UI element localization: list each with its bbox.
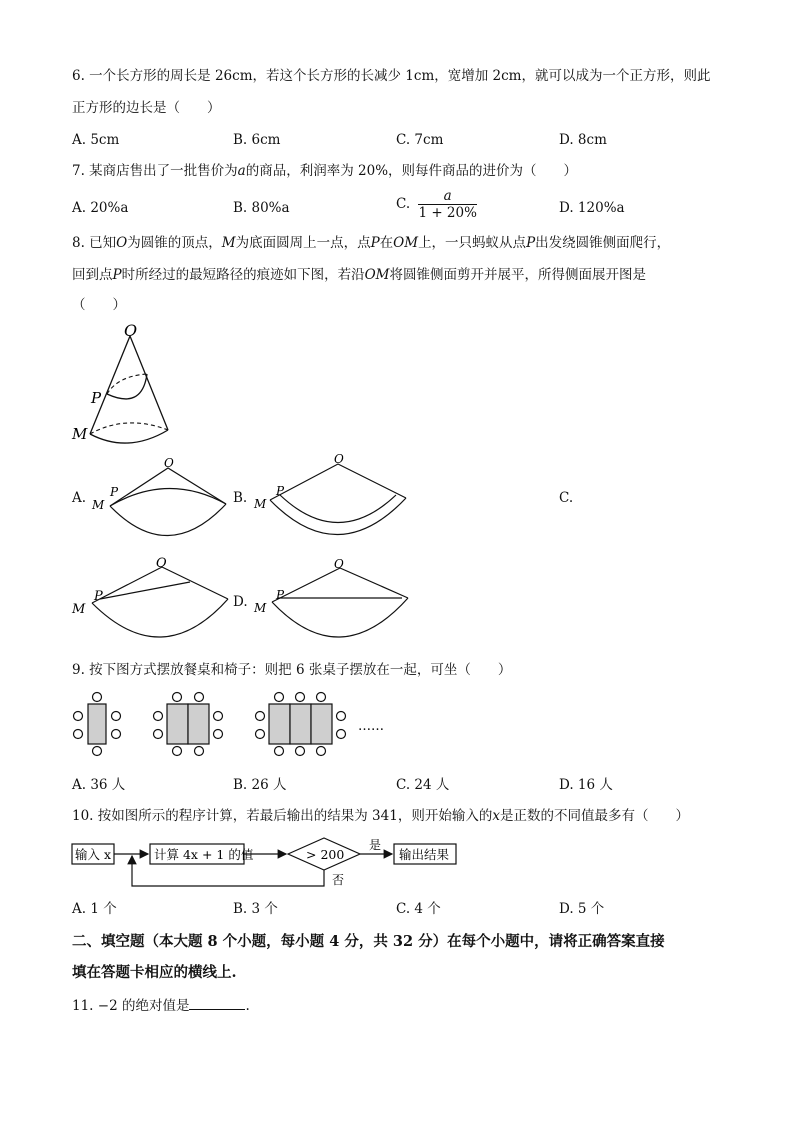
flow-yes: 是 [369, 838, 382, 852]
tables-ellipsis: …… [358, 719, 384, 734]
cone-label-m: M [72, 425, 88, 443]
flow-no: 否 [332, 873, 345, 887]
q8-option-d-label: D. [233, 594, 248, 610]
d-label-m: M [254, 601, 267, 615]
cone-label-o: O [124, 321, 138, 340]
q6-option-c: C. 7cm [396, 132, 444, 148]
q6-option-b: B. 6cm [233, 132, 281, 148]
section2-heading-line2: 填在答题卡相应的横线上. [72, 964, 237, 981]
q8-stem-line1: 8. 已知O为圆锥的顶点，M为底面圆周上一点，点P在OM上，一只蚂蚁从点P出发绕圆锥侧面爬行， [72, 235, 671, 251]
q6-stem-line2: 正方形的边长是（ ） [72, 100, 221, 116]
q10-option-c: C. 4 个 [396, 901, 441, 917]
q7-option-c: C. $\frac{a}{1 + 20\%}$ [396, 188, 477, 221]
q8-stem-line2: 回到点P时所经过的最短路径的痕迹如下图，若沿OM将圆锥侧面剪开并展平，所得侧面展开图是 [72, 267, 646, 283]
q8-option-c-label: C. [559, 490, 574, 506]
a-label-m: M [92, 498, 105, 512]
q10-option-a: A. 1 个 [72, 901, 117, 917]
q8-option-b-label: B. [233, 490, 248, 506]
row2-label-p: P [94, 589, 103, 604]
q7-option-d: D. 120%a [559, 200, 625, 216]
q8-option-d-figure [252, 556, 412, 651]
a-label-p: P [110, 485, 119, 499]
flow-input: 输入 x [75, 847, 112, 862]
cone-label-p: P [91, 389, 102, 407]
row2-label-m: M [72, 602, 86, 617]
tables-figure [70, 690, 400, 760]
a-label-o: O [164, 456, 174, 470]
q10-stem: 10. 按如图所示的程序计算，若最后输出的结果为 341，则开始输入的x是正数的不同值最多有（ ） [72, 808, 689, 824]
q11-stem: 11. −2 的绝对值是 . [72, 998, 250, 1014]
q8-option-b-figure [250, 450, 410, 545]
q7-stem: 7. 某商店售出了一批售价为a的商品，利润率为 20%，则每件商品的进价为（ ） [72, 163, 578, 179]
b-label-p: P [276, 484, 285, 498]
cone-figure [60, 318, 190, 448]
flow-compute: 计算 4x + 1 的值 [154, 847, 254, 862]
d-label-p: P [276, 588, 285, 602]
q8-stem-line3: （ ） [72, 297, 126, 313]
q9-option-a: A. 36 人 [72, 777, 126, 793]
section2-heading-line1: 二、填空题（本大题 8 个小题，每小题 4 分，共 32 分）在每个小题中，请将正确答案直接 [72, 933, 665, 950]
q6-option-d: D. 8cm [559, 132, 607, 148]
q6-option-a: A. 5cm [72, 132, 120, 148]
b-label-o: O [334, 452, 344, 466]
q10-option-d: D. 5 个 [559, 901, 605, 917]
q9-option-b: B. 26 人 [233, 777, 287, 793]
q9-option-d: D. 16 人 [559, 777, 613, 793]
flow-output: 输出结果 [399, 847, 450, 862]
q7-var-a: a [237, 163, 246, 179]
q8-option-a-label: A. [72, 490, 87, 506]
q8-option-row2-left-figure [70, 555, 245, 650]
q6-stem-line1: 6. 一个长方形的周长是 26cm，若这个长方形的长减少 1cm，宽增加 2cm，就可以成为一个正方形，则此 [72, 68, 711, 84]
flowchart [70, 834, 470, 894]
q9-option-c: C. 24 人 [396, 777, 450, 793]
q8-option-a-figure [88, 454, 238, 544]
q7-option-b: B. 80%a [233, 200, 290, 216]
q11-answer-blank[interactable] [189, 997, 245, 1010]
q9-stem: 9. 按下图方式摆放餐桌和椅子：则把 6 张桌子摆放在一起，可坐（ ） [72, 662, 512, 678]
d-label-o: O [334, 557, 344, 571]
q7-option-c-fraction: $\frac{a}{1 + 20\%}$ [418, 188, 477, 221]
q7-option-a: A. 20%a [72, 200, 129, 216]
flow-condition: > 200 [306, 847, 345, 862]
b-label-m: M [254, 497, 267, 511]
q10-option-b: B. 3 个 [233, 901, 278, 917]
row2-label-o: O [156, 556, 167, 571]
